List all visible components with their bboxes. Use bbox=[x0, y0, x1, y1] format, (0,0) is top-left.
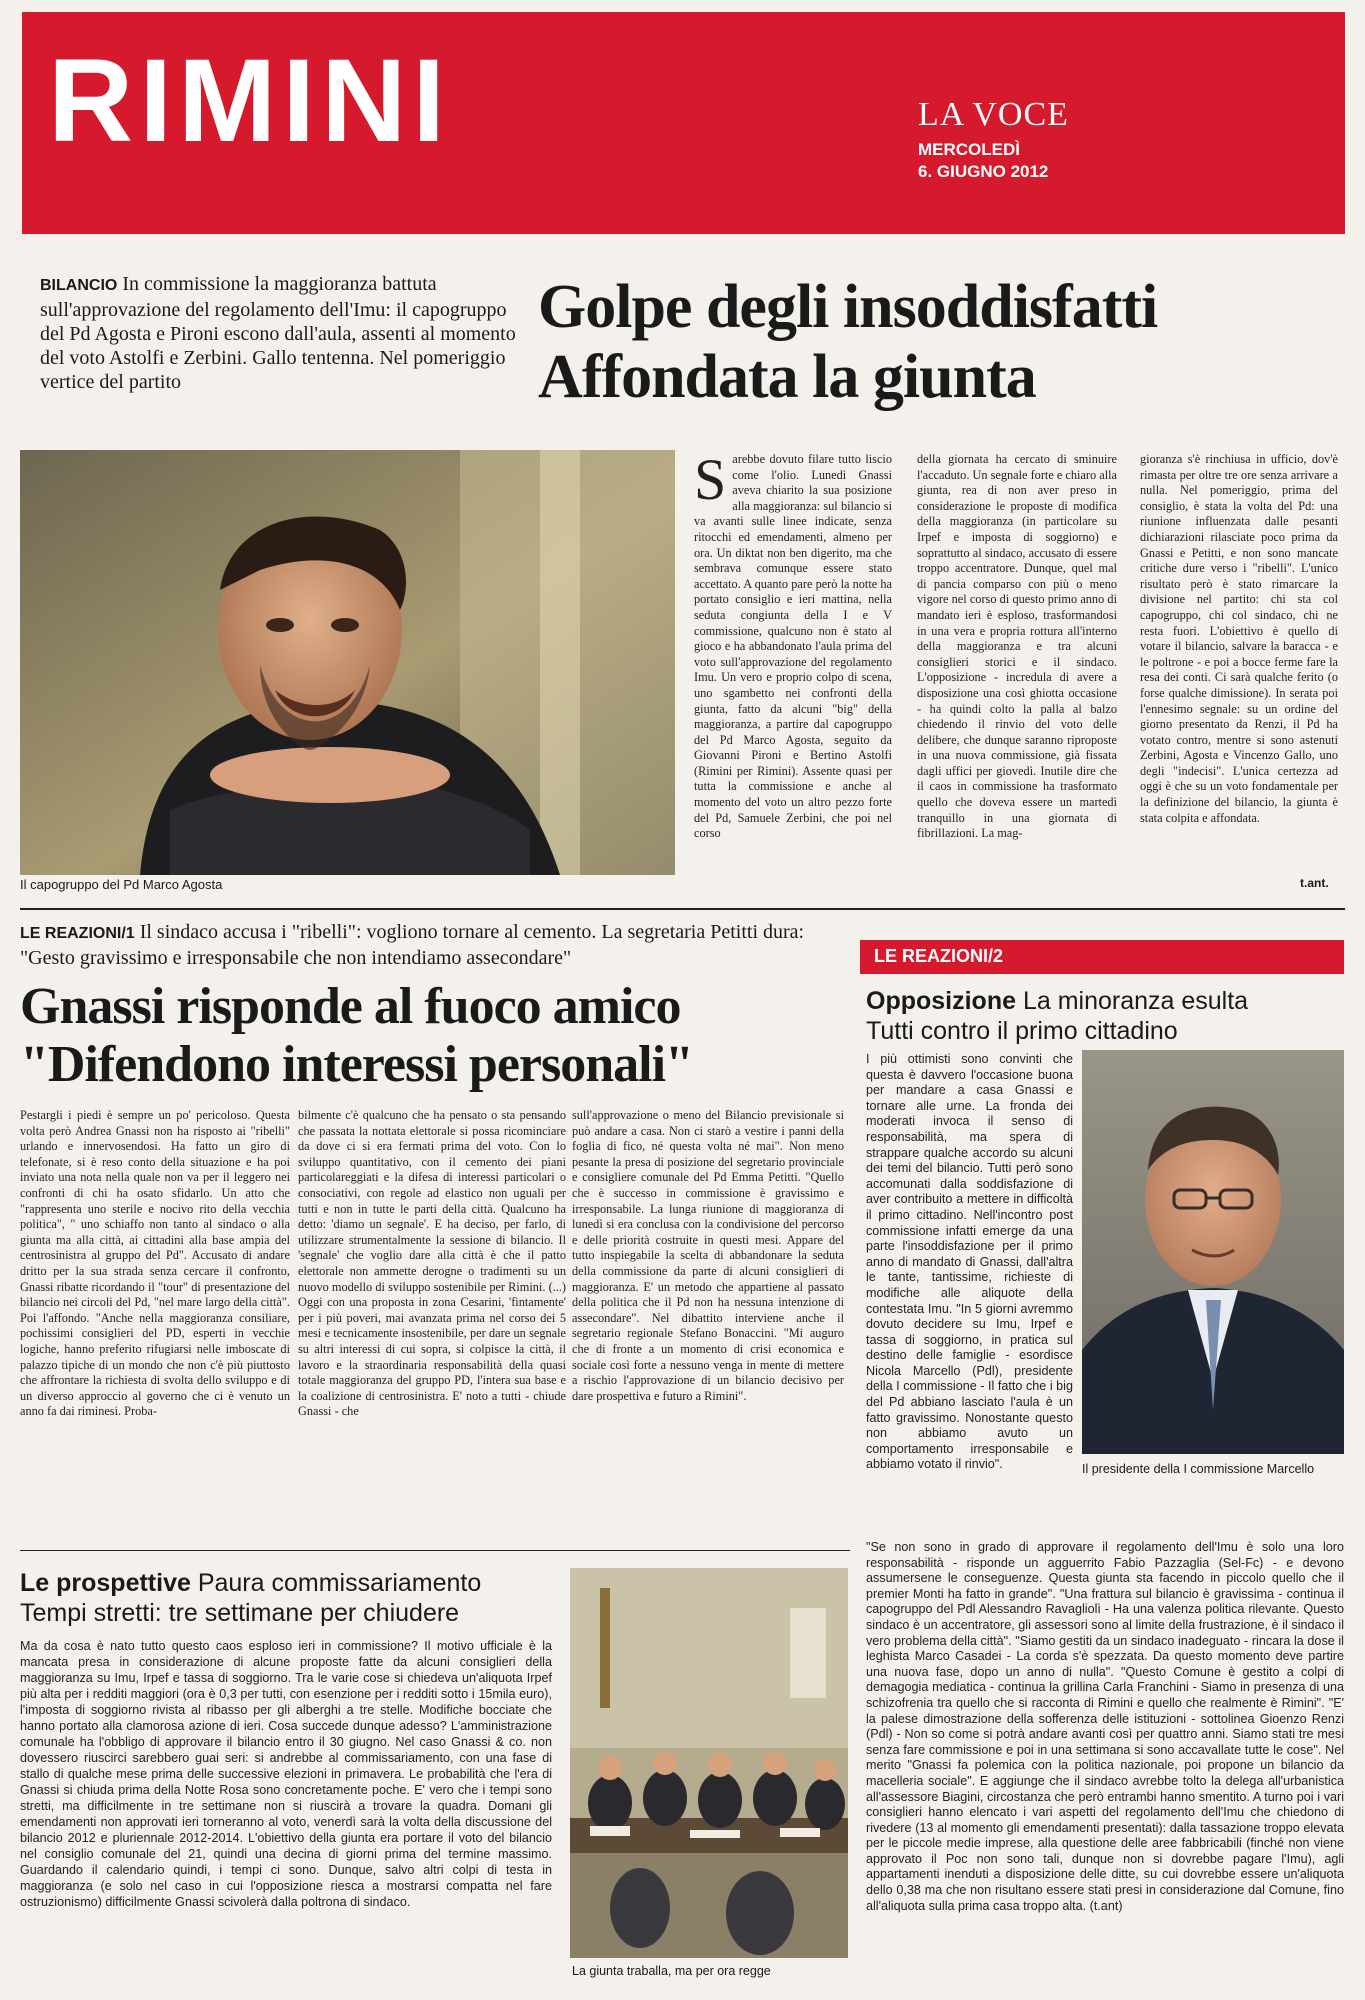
reazioni1-column-2: bilmente c'è qualcuno che ha pensato o sta pensando che passata la nottata elettorale si possa ricominciare da dove ci si era fermati prima del voto. Con lo sviluppo quantitativo, con il cemento dei piani particolareggiati e la difesa di interessi particolari o consociativi, con regole ad elastico non uguali per tutti e non in tutte le parti della città. Qualcuno ha detto: 'diamo un segnale'. E ha deciso, per farlo, di utilizzare strumentalmente la sessione di bilancio. Il 'segnale' che voglio dare alla città è che il patto elettorale non ammette derogne o tradimenti su un nuovo modello di sviluppo sostenibile per Rimini. (...) Oggi con una proposta in zona Cesarini, 'fintamente' per i più poveri, mai avanzata prima nel corso dei 5 mesi e tecnicamente insostenibile, per dare un segnale su altri interessi di cui sopra, si colpisce la città, il lavoro e la straordinaria responsabilità della quasi totale maggioranza del gruppo PD, l'intera sua base e la coalizione di centrosinistra. E' noto a tutti - chiude Gnassi - che bbox=[298, 1108, 566, 1419]
section-title: RIMINI bbox=[48, 35, 452, 167]
prospettive-headline-rest: Paura commissariamento bbox=[197, 1569, 482, 1597]
marcello-photo-caption: Il presidente della I commissione Marcello bbox=[1082, 1462, 1315, 1476]
reazioni1-kicker bbox=[20, 920, 850, 970]
reazioni2-headline-line-2: Tutti contro il primo cittadino bbox=[866, 1017, 1178, 1045]
reazioni1-kicker-text: Il sindaco accusa i "ribelli": vogliono tornare al cemento. La segretaria Petitti dura: "Gesto gravissimo e irresponsabile che non intendiamo assecondare" bbox=[20, 921, 805, 969]
reazioni1-headline bbox=[20, 978, 850, 1094]
reazioni2-column-2: "Se non sono in grado di approvare il regolamento dell'Imu è solo una loro responsabilità - risponde un agguerrito Fabio Pazzaglia (Sel-Fc) - e devono assumersene le conseguenze. Questa giunta sta facendo in piccolo quello che il premier Monti ha fatto in grande". "Una frattura sul bilancio è gravissima - continua il capogruppo del Pdl Alessandro Ravagliolì - Ha una valenza politica rilevante. Questo sindaco è un accentratore, gli assessori sono al limite della frustrazione, è il sindaco il vero problema della città". "Siamo gestiti da un sindaco inadeguato - rincara la dose il leghista Marco Casadei - La corda s'è spezzata. Da questo momento deve partire una nuova fase, dopo un anno di nulla". "Questo Comune è gestito a colpi di demagogia mediatica - continua la grillina Carla Franchini - Siamo in presenza di una schizofrenia tra quello che si racconta di Rimini e quello che realmente è Rimini". "E' la palese dimostrazione della sofferenza delle istituzioni - sottolinea Gioenzo Renzi (Pdl) - Non so come si potrà andare avanti così per quattro anni. Siamo stati tre mesi senza fare commissione e poi in una settimana si sono accavallate tutte le cose". Nel merito "Gnassi fa polemica con la politica nazionale, poi propone un bilancio da macelleria sociale". E aggiunge che il sindaco avrebbe tolto la delega all'urbanistica all'assessore Biagini, circostanza che però entrambi hanno smentito. A turno poi i vari consiglieri hanno elencato i vari aspetti del regolamento dell'Imu che chiedono di rivedere (13 al momento gli emendamenti presentati): dalla tassazione troppo elevata per le piccole medie imprese, alla questione delle aree fabbricabili (finché non viene approvato il Poc non sono tali, dunque non si dovrebbe pagare l'Imu), agli appartamenti inenduti a disposizione delle ditte, su cui dovrebbe essere un'aliquota dello 0,38 ma che non risultano essere stati presi in considerazione dal Comune, fino all'aliquota sulla prima casa troppo alta. (t.ant) bbox=[866, 1540, 1344, 1913]
top-article-column-3: gioranza s'è rinchiusa in ufficio, dov'è rimasta per oltre tre ore senza arrivare a nulla. Nel pomeriggio, prima del consiglio, è stata la volta del Pd: una riunione influenzata dalle pesanti dichiarazioni rilasciate poco prima da Gnassi e Petitti, e non sono mancate critiche dure verso i "ribelli". L'unico risultato però è stato rimarcare la divisione nel partito: chi sta col capogruppo, chi col sindaco, chi ne resta fuori. L'obiettivo è quello di votare il bilancio, salvare la baracca - e le poltrone - e poi a bocce ferme fare la resa dei conti. Ci sarà qualche ferito (o forse qualche dimissione). In serata poi l'ennesimo segnale: su un ordine del giorno presentato da Renzi, il Pd ha votato contro, mentre si sono astenuti Zerbini, Agosta e Vincenzo Gallo, uno degli "indecisi". L'unica certezza ad oggi è che su un voto fondamentale per la definizione del bilancio, la giunta è stata colpita e affondata. bbox=[1140, 452, 1338, 825]
reazioni2-column-1: I più ottimisti sono convinti che questa è davvero l'occasione buona per mandare a casa Gnassi e tornare alle urne. La fronda dei moderati invoca il senso di responsabilità, ma spera di strappare qualche accordo su alcuni dei temi del bilancio. Tutti però sono accomunati dalla soddisfazione di aver contribuito a mettere in difficoltà il primo cittadino. Nell'incontro post commissione infatti emerge da una parte l'insoddisfazione per il primo anno di mandato di Gnassi, dall'altra le tante, tantissime, richieste di modifiche alle aliquote della contestata Imu. "In 5 giorni avremmo dovuto decidere su Imu, Irpef e tassa di soggiorno, in pratica sul destino delle famiglie - esordisce Nicola Marcello (Pdl), presidente della I commissione - Il fatto che i big del Pd abbiano lasciato l'aula è un fatto gravissimo. Nonostante questo non abbiamo avuto un comportamento irresponsabile e abbiamo votato il rinvio". bbox=[866, 1052, 1073, 1472]
top-article-kicker bbox=[40, 272, 535, 394]
newspaper-logo: LA VOCE bbox=[918, 96, 1069, 133]
giunta-photo-caption: La giunta traballa, ma per ora regge bbox=[572, 1964, 771, 1978]
prospettive-headline-lead: Le prospettive bbox=[20, 1569, 191, 1597]
reazioni2-tag: LE REAZIONI/2 bbox=[874, 946, 1004, 966]
agosta-photo bbox=[20, 450, 675, 875]
reazioni1-column-3: sull'approvazione o meno del Bilancio previsionale si può andare a casa. Non ci starò a vestire i panni della foglia di fico, né questa volta né mai". Non meno pesante la presa di posizione del segretario provinciale e consigliere comunale del Pd Emma Petitti. "Quello che è successo in commissione è gravissimo e irresponsabile. La lunga riunione di maggioranza di lunedì si era conclusa con la condivisione del percorso e delle priorità costruite in questi mesi. Appare del tutto inspiegabile la scelta di abbandonare la seduta della commissione da parte di alcuni consiglieri di maggioranza. E' un metodo che appartiene al passato della politica che il Pd non ha nessuna intenzione di assecondare". Nel dibattito interviene anche il segretario regionale Stefano Bonaccini. "Mi auguro che di fronte a un momento di crisi economica e sociale così forte a nessuno venga in mente di mettere a rischio l'approvazione di un bilancio decisivo per dare prospettiva e futuro a Rimini". bbox=[572, 1108, 844, 1403]
headline-line-2: Affondata la giunta bbox=[538, 343, 1036, 411]
top-article-column-2: della giornata ha cercato di sminuire l'accaduto. Un segnale forte e chiaro alla giunta, rea di non aver preso in considerazione le proposte di modifica della maggioranza (in particolare su Irpef e imposta di soggiorno) e soprattutto al sindaco, accusato di essere troppo accentratore. Dunque, quel mal di pancia comparso con più o meno vigore nel corso di questo primo anno di mandato ieri è esploso, trasformandosi in una vera e propria rottura all'interno della maggioranza e tra alcuni consiglieri storici e il sindaco. L'opposizione - incredula di avere a disposizione una così ghiotta occasione - ha quindi colto la palla al balzo chiedendo il rinvio del voto delle delibere, che dunque saranno riproposte in una nuova commissione, già fissata dagli uffici per giovedì. Inutile dire che il caos in commissione ha trasformato quello che doveva essere un martedì tranquillo in una giornata di fibrillazioni. La mag- bbox=[917, 452, 1117, 841]
top-article-text-1: arebbe dovuto filare tutto liscio come l'olio. Lunedì Gnassi aveva chiarito la sua posizione alla maggioranza: sul bilancio si va avanti sulle linee indicate, senza ritocchi ed emendamenti, almeno per ora. Un diktat non ben digerito, ma che sembrava comunque essere stato accettato. A quanto pare però la notte ha portato consiglio e ieri mattina, nella seduta congiunta della I e V commissione, qualcuno non è stato al gioco e ha abbandonato l'aula prima del voto sull'approvazione del regolamento Imu. Un vero e proprio colpo di scena, uno sgambetto nei confronti della giunta, fatto da alcuni "big" della maggioranza, a partire dal capogruppo del Pd Marco Agosta, seguito da Giovanni Pironi e Bertino Astolfi (Rimini per Rimini). Assente quasi per tutta la commissione e anche al momento del voto un altro pezzo forte del Pd, Samuele Zerbini, che poi nel corso bbox=[694, 452, 892, 841]
top-photo-caption: Il capogruppo del Pd Marco Agosta bbox=[20, 877, 223, 892]
reazioni2-headline-rest: La minoranza esulta bbox=[1022, 987, 1249, 1015]
top-article-signature: t.ant. bbox=[1300, 876, 1329, 890]
portrait-man-smiling-image bbox=[20, 450, 675, 875]
reazioni2-headline bbox=[866, 986, 1344, 1046]
marcello-photo bbox=[1082, 1050, 1344, 1454]
top-article-headline bbox=[538, 272, 1328, 412]
reazioni2-headline-lead: Opposizione bbox=[866, 987, 1016, 1015]
reazioni1-tag: LE REAZIONI/1 bbox=[20, 925, 135, 942]
reazioni1-headline-line-1: Gnassi risponde al fuoco amico bbox=[20, 978, 681, 1035]
reazioni1-headline-line-2: "Difendono interessi personali" bbox=[20, 1036, 693, 1093]
drop-cap: S bbox=[694, 452, 727, 512]
section-divider bbox=[20, 908, 1345, 910]
reazioni1-column-1: Pestargli i piedi è sempre un po' pericoloso. Questa volta però Andrea Gnassi non ha risposto ai "ribelli" urlando e innervosendosi. Ha fatto un giro di telefonate, si è reso conto della situazione e ha poi inviato una nota nella quale non va per il leggero nei confronti di chi ha osato sfidarlo. Un atto che "rappresenta uno sterile e nocivo rito della vecchia politica", " uno schiaffo non tanto al sindaco o alla giunta ma alla città, ai cittadini alla base ampia del centrosinistra al gruppo del Pd". Accusato di andare dritto per la sua strada senza cercare il confronto, Gnassi ribatte ricordando il "tour" di presentazione del bilancio nei circoli del Pd, "nel mare largo della città". Poi l'affondo. "Anche nella maggioranza consiliare, pochissimi consiglieri del PD, esperti in vecchie logiche, hanno preferito rifugiarsi nelle imboscate di palazzo tipiche di un mondo che non c'è più piuttosto che affrontare la richiesta di svolta dello sviluppo e di un diverso approccio al governo che ci è venuto un anno fa dai riminesi. Proba- bbox=[20, 1108, 290, 1419]
headline-line-1: Golpe degli insoddisfatti bbox=[538, 273, 1158, 341]
issue-date: 6. GIUGNO 2012 bbox=[918, 162, 1049, 181]
prospettive-headline-line-2: Tempi stretti: tre settimane per chiudere bbox=[20, 1599, 460, 1627]
prospettive-headline bbox=[20, 1568, 560, 1628]
council-meeting-image bbox=[570, 1568, 848, 1958]
giunta-photo bbox=[570, 1568, 848, 1958]
top-article-column-1 bbox=[694, 452, 892, 892]
issue-day: MERCOLEDÌ bbox=[918, 140, 1020, 159]
prospettive-body: Ma da cosa è nato tutto questo caos esploso ieri in commissione? Il motivo ufficiale è la mancata presa in considerazione di alcune proposte fatte da alcuni consiglieri della maggioranza su Imu, Irpef e tassa di soggiorno. Tra le varie cose si chiedeva un'aliquota Irpef più alta per i redditi maggiori (ora è 0,3 per tutti, con esenzione per i redditi sotto i 15mila euro), l'imposta di soggiorno rivista al ribasso per gli alberghi a tre stelle. Modifiche bocciate che hanno portato alla clamorosa azione di ieri. Cosa succede dunque adesso? L'amministrazione comunale ha l'obbligo di approvare il bilancio entro il 30 giugno. Nel caso Gnassi & co. non dovessero riuscirci sarebbero guai seri: si andrebbe al commissariamento, con una fase di stallo di qualche mese prima delle successive elezioni in primavera. Le probabilità che l'era di Gnassi si chiuda prima della Notte Rosa sono concretamente poche. E' vero che i tempi sono stretti, ma difficilmente in tre settimane non si riuscirà a trovare la quadra. Domani gli emendamenti non approvati ieri torneranno al voto, venerdì sarà la volta della discussione del bilancio 2012 e pluriennale 2012-2014. L'obiettivo della giunta era portare il voto del bilancio nel consiglio comunale del 21, quindi una decina di giorni prima del termine massimo. Guardando il calendario quindi, i tempi ci sono. Dunque, salvo altri colpi di testa in maggioranza (e solo nel caso in cui l'opposizione riesca a mostrarsi compatta nel fare ostruzionismo) difficilmente Gnassi scivolerà dalla poltrona di sindaco. bbox=[20, 1639, 552, 1909]
top-article-kicker-text: In commissione la maggioranza battuta sull'approvazione del regolamento dell'Imu: il capogruppo del Pd Agosta e Pironi escono dall'aula, assenti al momento del voto Astolfi e Zerbini. Gallo tentenna. Nel pomeriggio vertice del partito bbox=[40, 273, 516, 393]
top-article-tag: BILANCIO bbox=[40, 277, 118, 294]
prospettive-divider bbox=[20, 1550, 850, 1551]
portrait-man-in-suit-image bbox=[1082, 1050, 1344, 1454]
